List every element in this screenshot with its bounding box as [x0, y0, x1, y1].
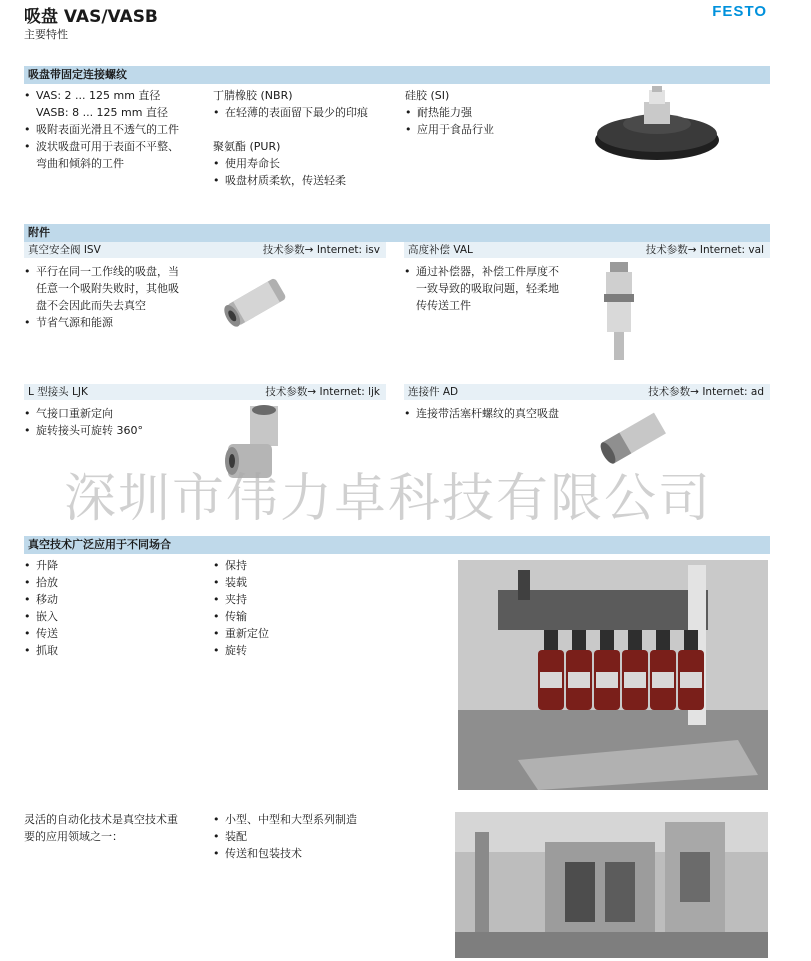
suction-cup-features	[24, 87, 204, 172]
list-item: • VAS: 2 ... 125 mm 直径	[24, 87, 204, 104]
ljk-title: L 型接头 LJK	[28, 386, 88, 398]
list-item: • 通过补偿器，补偿工件厚度不	[404, 263, 584, 280]
nbr-features	[213, 104, 403, 121]
list-item: • 夹持	[213, 591, 353, 608]
isv-features	[24, 263, 204, 331]
isv-header	[24, 242, 386, 258]
list-item: • 传送和包装技术	[213, 845, 413, 862]
ad-title: 连接件 AD	[408, 386, 459, 398]
list-item: • 移动	[24, 591, 144, 608]
paragraph-line: 要的应用领域之一：	[24, 830, 123, 843]
page-title: 吸盘 VAS/VASB	[24, 7, 158, 27]
list-item: • 传送	[24, 625, 144, 642]
section-heading-applications: 真空技术广泛应用于不同场合	[24, 536, 770, 554]
list-item: • 使用寿命长	[213, 155, 403, 172]
val-link[interactable]: 技术参数→ Internet: val	[645, 244, 764, 256]
ad-link[interactable]: 技术参数→ Internet: ad	[648, 386, 764, 398]
list-item: • 传输	[213, 608, 353, 625]
list-item: • 升降	[24, 557, 144, 574]
ljk-link[interactable]: 技术参数→ Internet: ljk	[265, 386, 380, 398]
list-item: • 装配	[213, 828, 413, 845]
applications-col2	[213, 557, 353, 659]
list-item: • 在轻薄的表面留下最少的印痕	[213, 104, 403, 121]
si-features	[405, 104, 555, 138]
list-item: • 吸附表面光滑且不透气的工件	[24, 121, 204, 138]
automation-paragraph	[24, 811, 204, 845]
ljk-features	[24, 405, 204, 439]
application-photo-machinery	[455, 812, 768, 958]
festo-logo: FESTO	[712, 3, 767, 20]
suction-cup-image	[592, 84, 722, 164]
isv-valve-image	[216, 270, 296, 332]
list-item: • 波状吸盘可用于表面不平整、	[24, 138, 204, 155]
list-item: • 应用于食品行业	[405, 121, 555, 138]
nbr-title: 丁腈橡胶 (NBR)	[213, 89, 293, 102]
ad-features	[404, 405, 604, 422]
paragraph-line: 灵活的自动化技术是真空技术重	[24, 813, 178, 826]
list-item: • 重新定位	[213, 625, 353, 642]
list-item: • 耐热能力强	[405, 104, 555, 121]
watermark-text: 深圳市伟力卓科技有限公司	[64, 469, 713, 529]
list-item: 传传送工件	[416, 299, 471, 312]
list-item: 一致导致的吸取问题，轻柔地	[416, 282, 559, 295]
automation-features	[213, 811, 413, 862]
list-item: • 保持	[213, 557, 353, 574]
application-photo-bottles	[458, 560, 768, 790]
list-item: • 嵌入	[24, 608, 144, 625]
val-title: 高度补偿 VAL	[408, 244, 473, 256]
list-item: • 吸盘材质柔软，传送轻柔	[213, 172, 403, 189]
list-item: • 平行在同一工作线的吸盘，当	[24, 263, 204, 280]
list-item: • 抓取	[24, 642, 144, 659]
page-subtitle: 主要特性	[24, 28, 68, 41]
applications-col1	[24, 557, 144, 659]
pur-features	[213, 155, 403, 189]
list-item: • 旋转接头可旋转 360°	[24, 422, 204, 439]
list-item: • 旋转	[213, 642, 353, 659]
list-item: VASB: 8 ... 125 mm 直径	[36, 106, 168, 119]
list-item: • 节省气源和能源	[24, 314, 204, 331]
val-features	[404, 263, 584, 314]
list-item: • 装载	[213, 574, 353, 591]
section-heading-suction-cup: 吸盘带固定连接螺纹	[24, 66, 770, 84]
val-compensator-image	[594, 262, 644, 362]
list-item: • 小型、中型和大型系列制造	[213, 811, 413, 828]
list-item: • 连接带活塞杆螺纹的真空吸盘	[404, 405, 604, 422]
isv-link[interactable]: 技术参数→ Internet: isv	[262, 244, 380, 256]
list-item: • 气接口重新定向	[24, 405, 204, 422]
pur-title: 聚氨酯 (PUR)	[213, 140, 281, 153]
val-header	[404, 242, 770, 258]
list-item: 弯曲和倾斜的工件	[36, 157, 124, 170]
isv-title: 真空安全阀 ISV	[28, 244, 101, 256]
list-item: 任意一个吸附失败时，其他吸	[36, 282, 179, 295]
list-item: • 拾放	[24, 574, 144, 591]
si-title: 硅胶 (SI)	[405, 89, 450, 102]
ad-header	[404, 384, 770, 400]
ljk-header	[24, 384, 386, 400]
list-item: 盘不会因此而失去真空	[36, 299, 146, 312]
section-heading-accessories: 附件	[24, 224, 770, 242]
